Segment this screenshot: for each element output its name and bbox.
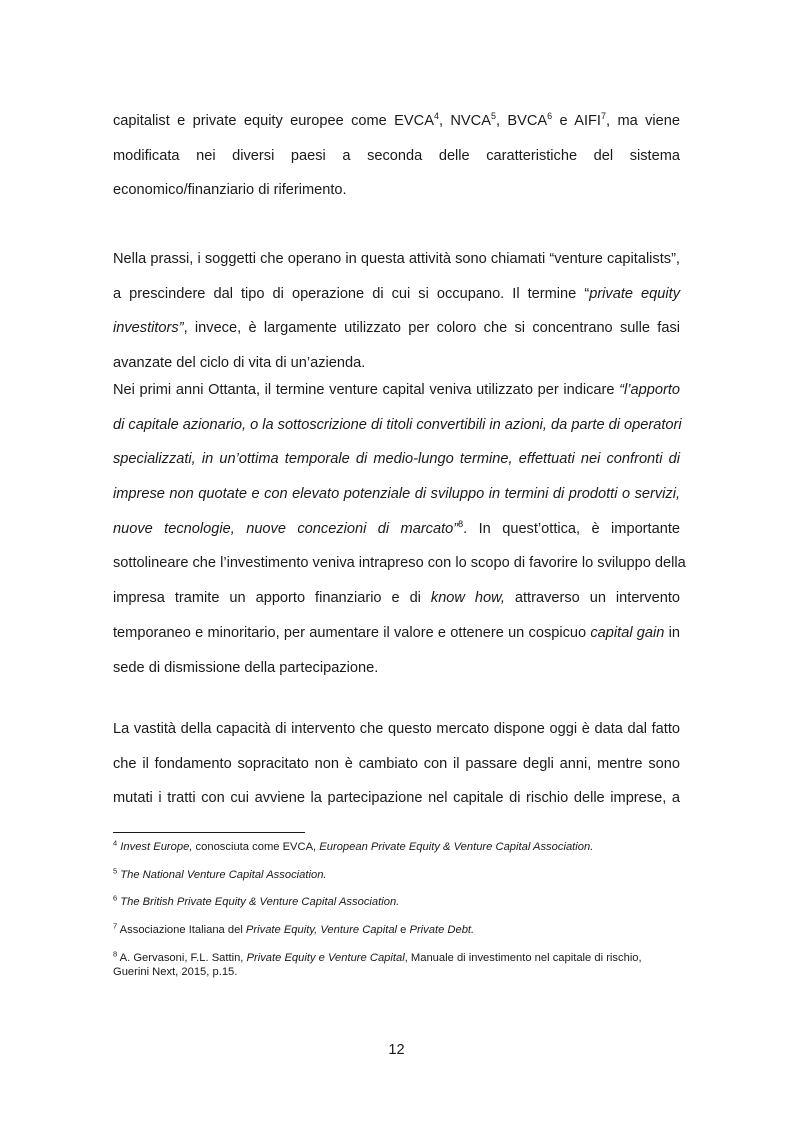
paragraph-2 xyxy=(113,242,680,381)
text-line: economico/finanziario di riferimento. xyxy=(113,182,347,199)
text-line: di capitale azionario, o la sottoscrizione di titoli convertibili in azioni, da parte di operatori xyxy=(113,416,682,433)
footnote-ref: 6 xyxy=(547,111,553,122)
footnote-7: $^7$ Associazione Italiana del Private Equity, Venture Capital e Private Debt. xyxy=(113,921,475,936)
text-line: impresa tramite un apporto finanziario e di know how, attraverso un intervento xyxy=(113,590,680,607)
page-number: 12 xyxy=(388,1042,405,1058)
paragraph-1 xyxy=(113,104,680,208)
text-line: specializzati, in un’ottima temporale di medio-lungo termine, effettuati nei confronti di xyxy=(113,451,680,468)
paragraph-4 xyxy=(113,712,680,816)
text-line: a prescindere dal tipo di operazione di cui si occupano. Il termine “private equity xyxy=(113,285,680,302)
text-line: che il fondamento sopracitato non è cambiato con il passare degli anni, mentre sono xyxy=(113,755,680,772)
footnote-ref: 5 xyxy=(490,111,496,122)
text-line: imprese non quotate e con elevato potenziale di sviluppo in termini di prodotti o servizi, xyxy=(113,486,680,503)
text-line: capitalist e private equity europee come EVCA$^4$, NVCA$^5$, BVCA$^6$ e AIFI$^7$, ma viene xyxy=(113,111,680,129)
footnote-ref: 4 xyxy=(433,111,439,122)
text-line: Nei primi anni Ottanta, il termine venture capital veniva utilizzato per indicare “l’apporto xyxy=(113,382,680,398)
footnote-ref: 7 xyxy=(601,111,607,122)
text-line: La vastità della capacità di intervento che questo mercato dispone oggi è data dal fatto xyxy=(113,721,680,737)
text-line: avanzate del ciclo di vita di un’azienda. xyxy=(113,355,366,372)
paragraph-3 xyxy=(113,373,686,685)
text-line: Nella prassi, i soggetti che operano in questa attività sono chiamati “venture capitalists”, xyxy=(113,251,680,267)
footnote-separator xyxy=(113,832,305,833)
footnote-6: $^6$ The British Private Equity & Venture Capital Association. xyxy=(113,893,400,908)
text-line: nuove tecnologie, nuove concezioni di marcato”$^8$. In quest’ottica, è importante xyxy=(113,518,681,537)
text-line: temporaneo e minoritario, per aumentare il valore e ottenere un cospicuo capital gain in xyxy=(113,624,680,641)
footnote-5: $^5$ The National Venture Capital Association. xyxy=(113,866,327,881)
footnote-4: $^4$ Invest Europe, conosciuta come EVCA, European Private Equity & Venture Capital Association. xyxy=(113,838,594,853)
footnote-ref: 8 xyxy=(458,518,464,529)
text-line: investitors”, invece, è largamente utilizzato per coloro che si concentrano sulle fasi xyxy=(113,320,680,337)
text-line: mutati i tratti con cui avviene la partecipazione nel capitale di rischio delle imprese, a xyxy=(113,790,680,807)
text-line: sottolineare che l’investimento veniva intrapreso con lo scopo di favorire lo sviluppo della xyxy=(113,555,686,572)
text-line: modificata nei diversi paesi a seconda delle caratteristiche del sistema xyxy=(113,147,680,164)
footnote-8: $^8$ A. Gervasoni, F.L. Sattin, Private Equity e Venture Capital, Manuale di investimento nel capitale di rischio, Guerini Next, 2015, p.15. xyxy=(113,949,642,978)
text-line: sede di dismissione della partecipazione. xyxy=(113,659,379,676)
